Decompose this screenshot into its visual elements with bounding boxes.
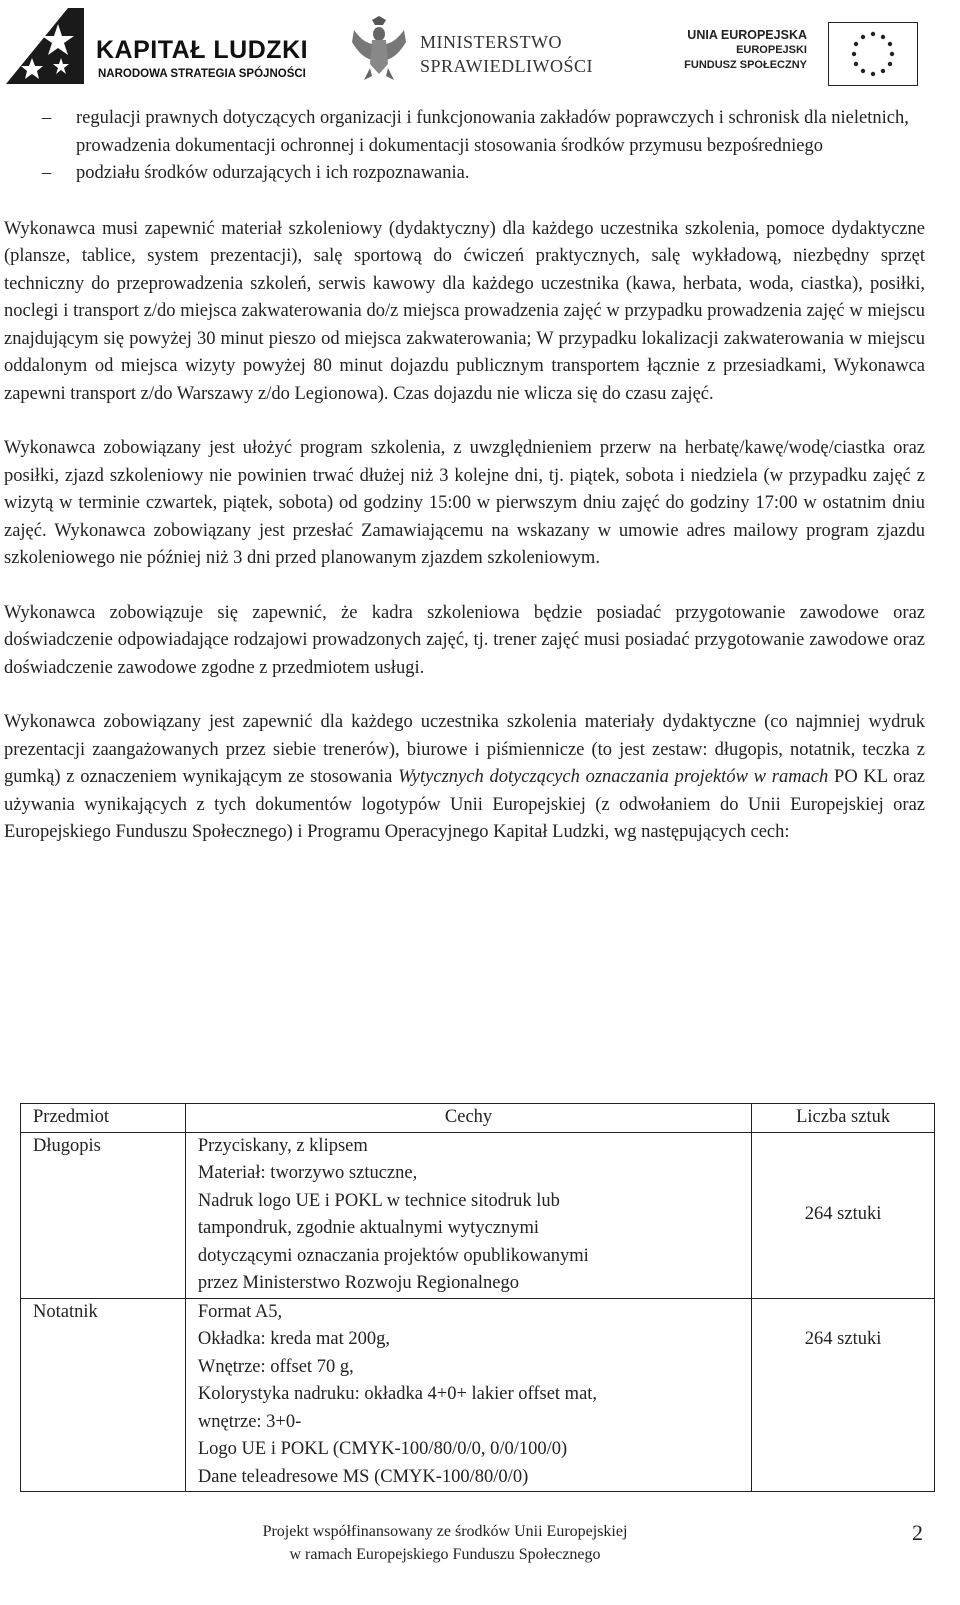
kapital-ludzki-logo bbox=[6, 6, 336, 84]
feature-line: przez Ministerstwo Rozwoju Regionalnego bbox=[197, 1273, 519, 1293]
cell-features bbox=[185, 1298, 751, 1492]
table-row bbox=[21, 1298, 935, 1492]
feature-line: Kolorystyka nadruku: okładka 4+0+ lakier offset mat, bbox=[197, 1384, 598, 1404]
quantity-value: 264 sztuki bbox=[804, 1204, 882, 1225]
bullet-text: regulacji prawnych dotyczących organizacji i funkcjonowania zakładów poprawczych i schronisk dla nieletnich, prowadzenia dokumentacji ochronnej i dokumentacji stosowania środków przymusu bezpośredniego bbox=[76, 108, 909, 156]
paragraph-supplies-start: Wykonawca zobowiązany jest zapewnić dla każdego uczestnika szkolenia materiały dydaktyczne (co najmniej wydruk prezentacji zaangażowanych przez siebie trenerów), biurowe i piśmiennicze (to jest zestaw: długopis, notatnik, teczka z gumką) z oznaczeniem wynikającym ze stosowania bbox=[4, 712, 925, 787]
kapital-ludzki-title: KAPITAŁ LUDZKI bbox=[96, 36, 309, 64]
feature-line: Okładka: kreda mat 200g, bbox=[197, 1329, 391, 1349]
feature-line: Przyciskany, z klipsem bbox=[197, 1135, 368, 1156]
paragraph-supplies-italic: Wytycznych dotyczących oznaczania projektów w ramach bbox=[398, 767, 829, 787]
footer-line2: w ramach Europejskiego Funduszu Społecznego bbox=[289, 1546, 601, 1563]
feature-line: dotyczącymi oznaczania projektów opublikowanymi bbox=[197, 1245, 589, 1266]
footer-text bbox=[0, 1520, 890, 1566]
cell-features bbox=[185, 1132, 751, 1298]
eu-flag-icon bbox=[828, 22, 918, 86]
table-row bbox=[21, 1132, 935, 1298]
bullet-dash: – bbox=[42, 163, 52, 183]
kapital-ludzki-emblem-icon bbox=[6, 6, 86, 84]
column-header-features: Cechy bbox=[185, 1104, 751, 1133]
ue-line1: UNIA EUROPEJSKA bbox=[687, 28, 807, 42]
ministerstwo-logo bbox=[350, 14, 610, 84]
ue-text bbox=[684, 28, 807, 73]
ue-line3: FUNDUSZ SPOŁECZNY bbox=[684, 59, 807, 71]
feature-line: Format A5, bbox=[197, 1301, 283, 1322]
paragraph-staff: Wykonawca zobowiązuje się zapewnić, że kadra szkoleniowa będzie posiadać przygotowanie zawodowe oraz doświadczenie odpowiadające rodzajowi prowadzonych zajęć, tj. trener zajęć musi posiadać przygotowanie zawodowe oraz doświadczenie zawodowe zgodne z przedmiotem usługi. bbox=[4, 602, 925, 678]
ministerstwo-line2: SPRAWIEDLIWOŚCI bbox=[420, 56, 594, 76]
paragraph-materials: Wykonawca musi zapewnić materiał szkoleniowy (dydaktyczny) dla każdego uczestnika szkolenia, pomoce dydaktyczne (plansze, tablice, system prezentacji), salę sportową do ćwiczeń praktycznych, salę wykładową, niezbędny sprzęt techniczny do przeprowadzenia szkoleń, serwis kawowy dla każdego uczestnika (kawa, herbata, woda, ciastka), posiłki, noclegi i transport z/do miejsca zakwaterowania do/z miejsca prowadzenia zajęć w przypadku prowadzenia zajęć w miejscu znajdującym się powyżej 30 minut pieszo od miejsca zakwaterowania; W przypadku lokalizacji zakwaterowania w miejscu oddalonym od miejsca wizyty powyżej 80 minut dojazdu publicznym transportem łącznie z przesiadkami, Wykonawca zapewni transport z/do Warszawy z/do Legionowa). Czas dojazdu nie wlicza się do czasu zajęć. bbox=[4, 218, 925, 404]
cell-quantity bbox=[752, 1132, 935, 1298]
paragraph-supplies-end: PO KL oraz używania wynikających z tych dokumentów logotypów Unii Europejskiej (z odwołaniem do Unii Europejskiej oraz Europejskiego Funduszu Społecznego) i Programu Operacyjnego Kapitał Ludzki, wg następujących cech: bbox=[4, 767, 925, 842]
bullet-list bbox=[4, 105, 925, 188]
unia-europejska-logo bbox=[632, 22, 932, 87]
bullet-text: podziału środków odurzających i ich rozpoznawania. bbox=[76, 163, 470, 183]
feature-line: Wnętrze: offset 70 g, bbox=[197, 1356, 354, 1377]
cell-quantity bbox=[752, 1298, 935, 1492]
ministerstwo-line1: MINISTERSTWO bbox=[420, 32, 562, 52]
bullet-dash: – bbox=[42, 108, 52, 128]
eagle-emblem-icon bbox=[350, 16, 408, 82]
paragraph-supplies bbox=[4, 709, 925, 847]
cell-item: Długopis bbox=[21, 1132, 186, 1298]
table-header-row bbox=[21, 1104, 935, 1133]
feature-line: Nadruk logo UE i POKL w technice sitodruk lub bbox=[197, 1190, 560, 1211]
paragraph-program: Wykonawca zobowiązany jest ułożyć program szkolenia, z uwzględnieniem przerw na herbatę/kawę/wodę/ciastka oraz posiłki, zjazd szkoleniowy nie powinien trwać dłużej niż 3 kolejne dni, tj. piątek, sobota i niedziela (w przypadku zajęć z wizytą w terminie czwartek, piątek, sobota) od godziny 15:00 w pierwszym dniu zajęć do godziny 17:00 w ostatnim dniu zajęć. Wykonawca zobowiązany jest przesłać Zamawiającemu na wskazany w umowie adres mailowy program zjazdu szkoleniowego nie później niż 3 dni przed planowanym zjazdem szkoleniowym. bbox=[4, 438, 925, 568]
document-body bbox=[4, 105, 925, 874]
list-item bbox=[4, 160, 925, 188]
footer-line1: Projekt współfinansowany ze środków Unii Europejskiej bbox=[262, 1523, 628, 1540]
kapital-ludzki-subtitle: NARODOWA STRATEGIA SPÓJNOŚCI bbox=[98, 68, 306, 80]
cell-item: Notatnik bbox=[21, 1298, 186, 1492]
column-header-item: Przedmiot bbox=[21, 1104, 186, 1133]
page-footer bbox=[0, 1520, 960, 1580]
ue-line2: EUROPEJSKI bbox=[736, 44, 807, 56]
page-number: 2 bbox=[912, 1520, 923, 1545]
items-table bbox=[20, 1103, 935, 1492]
feature-line: Materiał: tworzywo sztuczne, bbox=[197, 1163, 418, 1183]
feature-line: wnętrze: 3+0- bbox=[197, 1411, 302, 1432]
column-header-quantity: Liczba sztuk bbox=[752, 1104, 935, 1133]
feature-line: Logo UE i POKL (CMYK-100/80/0/0, 0/0/100/0) bbox=[197, 1439, 568, 1459]
page-header bbox=[0, 0, 960, 90]
quantity-value: 264 sztuki bbox=[804, 1328, 882, 1349]
list-item bbox=[4, 105, 925, 160]
ministerstwo-name bbox=[420, 30, 593, 78]
feature-line: Dane teleadresowe MS (CMYK-100/80/0/0) bbox=[197, 1466, 529, 1487]
feature-line: tampondruk, zgodnie aktualnymi wytycznymi bbox=[197, 1218, 540, 1238]
